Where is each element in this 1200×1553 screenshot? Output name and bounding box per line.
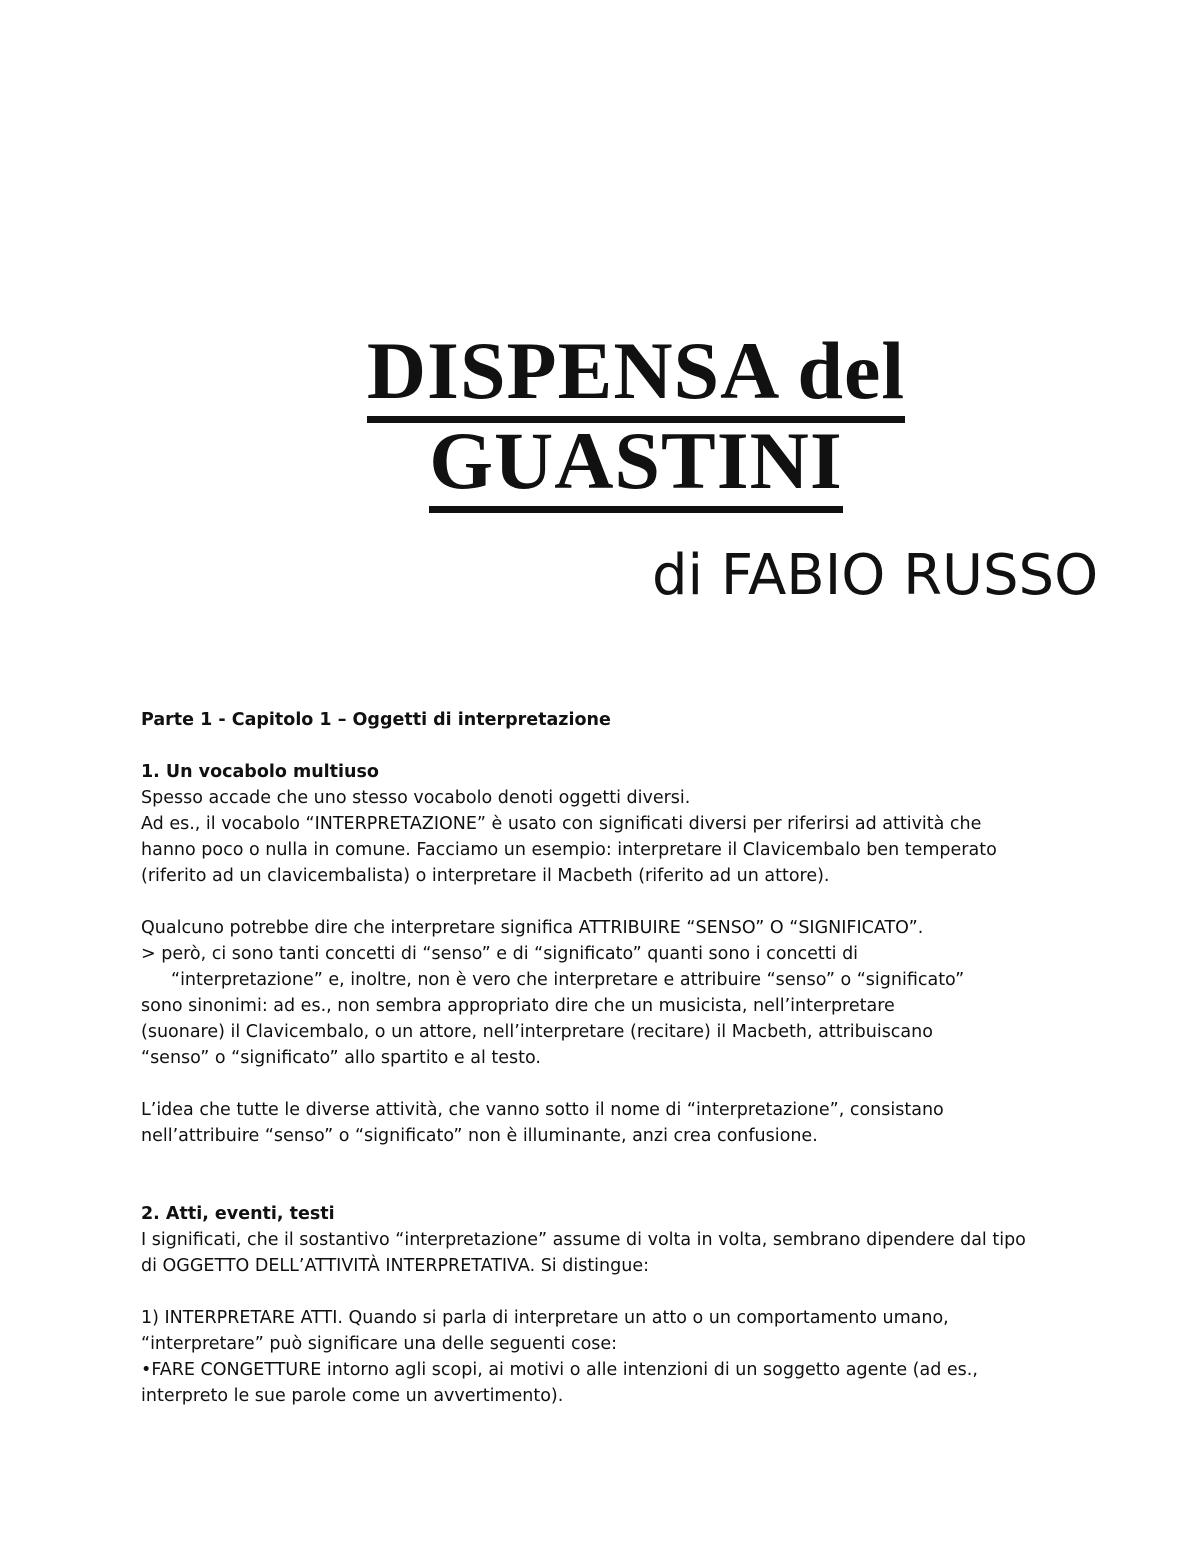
paragraph-line: hanno poco o nulla in comune. Facciamo un esempio: interpretare il Clavicembalo ben temperato: [141, 840, 997, 860]
section-heading: 1. Un vocabolo multiuso: [141, 762, 379, 782]
spacer: [141, 1175, 1141, 1201]
paragraph-line: “senso” o “significato” allo spartito e al testo.: [141, 1048, 541, 1068]
paragraph-line: > però, ci sono tanti concetti di “senso” e di “significato” quanti sono i concetti di: [141, 944, 859, 964]
paragraph-line: sono sinonimi: ad es., non sembra appropriato dire che un musicista, nell’interpretare: [141, 996, 895, 1016]
paragraph-line: interpreto le sue parole come un avvertimento).: [141, 1386, 564, 1406]
spacer: [141, 1279, 1141, 1305]
paragraph-line: di OGGETTO DELL’ATTIVITÀ INTERPRETATIVA. Si distingue:: [141, 1256, 649, 1276]
spacer: [141, 889, 1141, 915]
paragraph-line: “interpretazione” e, inoltre, non è vero che interpretare e attribuire “senso” o “significato”: [171, 970, 965, 990]
author-byline: di FABIO RUSSO: [652, 543, 1099, 608]
paragraph-line: Spesso accade che uno stesso vocabolo denoti oggetti diversi.: [141, 788, 691, 808]
spacer: [141, 1071, 1141, 1097]
paragraph-line: I significati, che il sostantivo “interpretazione” assume di volta in volta, sembrano dipendere dal tipo: [141, 1230, 1026, 1250]
document-title-line-1: [36, 325, 1200, 423]
section-heading: 2. Atti, eventi, testi: [141, 1204, 335, 1224]
paragraph-line: “interpretare” può significare una delle seguenti cose:: [141, 1334, 618, 1354]
paragraph-line: nell’attribuire “senso” o “significato” non è illuminante, anzi crea confusione.: [141, 1126, 818, 1146]
paragraph-line: (riferito ad un clavicembalista) o interpretare il Macbeth (riferito ad un attore).: [141, 866, 830, 886]
paragraph-line: L’idea che tutte le diverse attività, che vanno sotto il nome di “interpretazione”, consistano: [141, 1100, 944, 1120]
paragraph-line: 1) INTERPRETARE ATTI. Quando si parla di interpretare un atto o un comportamento umano,: [141, 1308, 949, 1328]
paragraph-line: Qualcuno potrebbe dire che interpretare significa ATTRIBUIRE “SENSO” O “SIGNIFICATO”.: [141, 918, 924, 938]
spacer: [141, 1149, 1141, 1175]
title-text-guastini: GUASTINI: [429, 420, 843, 513]
document-body: [141, 707, 1141, 1409]
paragraph-line: (suonare) il Clavicembalo, o un attore, nell’interpretare (recitare) il Macbeth, attribuiscano: [141, 1022, 933, 1042]
document-title-line-2: [36, 415, 1200, 513]
title-text-dispensa: DISPENSA del: [367, 330, 905, 423]
part-heading: Parte 1 - Capitolo 1 – Oggetti di interpretazione: [141, 710, 611, 730]
paragraph-line: Ad es., il vocabolo “INTERPRETAZIONE” è usato con significati diversi per riferirsi ad attività che: [141, 814, 982, 834]
bullet-line: •FARE CONGETTURE intorno agli scopi, ai motivi o alle intenzioni di un soggetto agente (ad es.,: [141, 1360, 978, 1380]
spacer: [141, 733, 1141, 759]
